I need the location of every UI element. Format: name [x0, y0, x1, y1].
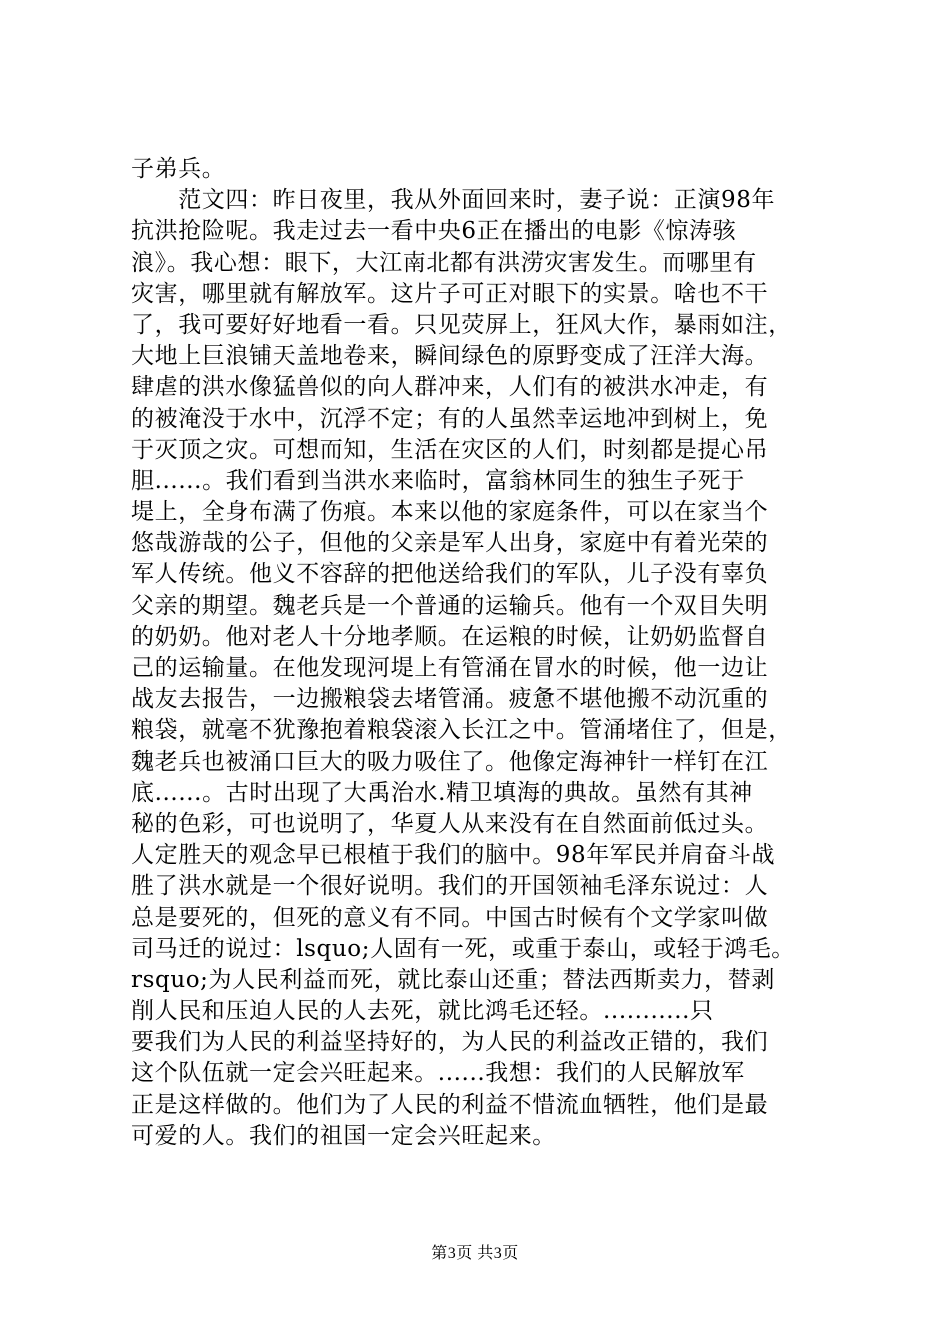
page-number: 第3页 共3页 [431, 1245, 519, 1262]
text-line: 魏老兵也被涌口巨大的吸力吸住了。他像定海神针一样钉在江 [131, 748, 769, 775]
text-line: 正是这样做的。他们为了人民的利益不惜流血牺牲，他们是最 [131, 1091, 769, 1118]
text-line: 胆......。我们看到当洪水来临时，富翁林同生的独生子死于 [131, 467, 745, 494]
text-line: 战友去报告，一边搬粮袋去堵管涌。疲惫不堪他搬不动沉重的 [131, 686, 769, 713]
text-line: 于灭顶之灾。可想而知，生活在灾区的人们，时刻都是提心吊 [131, 436, 769, 463]
text-line: 胜了洪水就是一个很好说明。我们的开国领袖毛泽东说过：人 [131, 873, 769, 900]
text-line: 子弟兵。 [131, 156, 226, 182]
text-line: 己的运输量。在他发现河堤上有管涌在冒水的时候，他一边让 [131, 655, 769, 681]
text-line: 灾害，哪里就有解放军。这片子可正对眼下的实景。啥也不干 [131, 280, 769, 307]
text-line: 这个队伍就一定会兴旺起来。......我想：我们的人民解放军 [131, 1060, 745, 1087]
text-line: 了，我可要好好地看一看。只见荧屏上，狂风大作，暴雨如注， [131, 311, 792, 338]
text-line: rsquo;为人民利益而死，就比泰山还重；替法西斯卖力，替剥 [131, 966, 775, 993]
text-line: 粮袋，就毫不犹豫抱着粮袋滚入长江之中。管涌堵住了，但是， [131, 717, 792, 744]
page-footer [0, 1240, 950, 1263]
text-line: 范文四：昨日夜里，我从外面回来时，妻子说：正演98年 [131, 187, 776, 214]
text-line: 秘的色彩，可也说明了，华夏人从来没有在自然面前低过头。 [131, 810, 769, 837]
text-line: 人定胜天的观念早已根植于我们的脑中。98年军民并肩奋斗战 [131, 842, 776, 869]
text-line: 要我们为人民的利益坚持好的，为人民的利益改正错的，我们 [131, 1029, 769, 1056]
text-line: 可爱的人。我们的祖国一定会兴旺起来。 [131, 1122, 556, 1149]
text-line: 司马迁的说过：lsquo;人固有一死，或重于泰山，或轻于鸿毛。 [131, 935, 795, 962]
text-line: 的被淹没于水中，沉浮不定；有的人虽然幸运地冲到树上，免 [131, 405, 769, 432]
text-line: 大地上巨浪铺天盖地卷来，瞬间绿色的原野变成了汪洋大海。 [131, 343, 769, 370]
document-body [131, 154, 831, 1152]
text-line: 底......。古时出现了大禹治水.精卫填海的典故。虽然有其神 [131, 779, 753, 806]
text-line: 削人民和压迫人民的人去死，就比鸿毛还轻。...........只 [131, 998, 714, 1025]
text-line: 堤上，全身布满了伤痕。本来以他的家庭条件，可以在家当个 [131, 499, 769, 526]
text-line: 总是要死的，但死的意义有不同。中国古时候有个文学家叫做 [131, 904, 769, 931]
text-line: 悠哉游哉的公子，但他的父亲是军人出身，家庭中有着光荣的 [131, 530, 769, 557]
text-line: 军人传统。他义不容辞的把他送给我们的军队，儿子没有辜负 [131, 561, 769, 588]
text-line: 父亲的期望。魏老兵是一个普通的运输兵。他有一个双目失明 [131, 592, 769, 619]
text-line: 的奶奶。他对老人十分地孝顺。在运粮的时候，让奶奶监督自 [131, 623, 769, 650]
text-line: 浪》。我心想：眼下，大江南北都有洪涝灾害发生。而哪里有 [131, 249, 757, 276]
text-line: 肆虐的洪水像猛兽似的向人群冲来，人们有的被洪水冲走，有 [131, 374, 769, 401]
text-line: 抗洪抢险呢。我走过去一看中央6正在播出的电影《惊涛骇 [131, 218, 737, 245]
